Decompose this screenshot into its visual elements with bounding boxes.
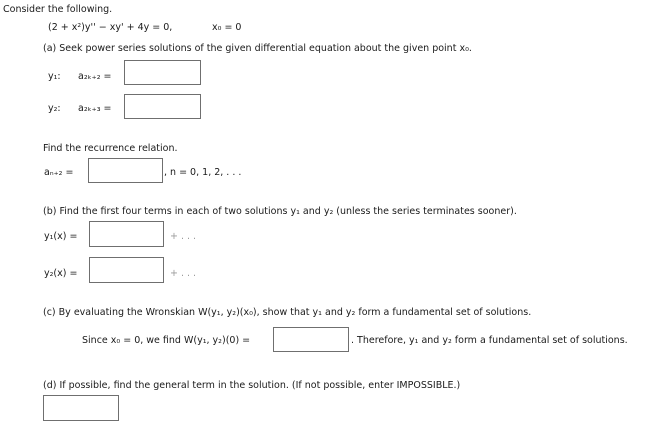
part-d-instructions: (d) If possible, find the general term in the solution. (If not possible, enter IMPOSSIBLE.)	[43, 380, 461, 391]
problem-intro: Consider the following.	[3, 4, 113, 15]
y1-coefficient-input[interactable]	[124, 60, 201, 85]
y2-label: y₂:	[48, 103, 61, 114]
part-b-instructions: (b) Find the first four terms in each of two solutions y₁ and y₂ (unless the series terminates sooner).	[43, 206, 517, 217]
part-c-instructions: (c) By evaluating the Wronskian W(y₁, y₂)(x₀), show that y₁ and y₂ form a fundamental set of solutions.	[43, 307, 532, 318]
y1x-continuation: + . . .	[170, 231, 197, 242]
y2x-label: y₂(x) =	[44, 268, 78, 279]
given-point: x₀ = 0	[212, 22, 242, 33]
differential-equation: (2 + x²)y'' − xy' + 4y = 0,	[48, 22, 173, 33]
wronskian-conclusion-text: . Therefore, y₁ and y₂ form a fundamental set of solutions.	[351, 335, 628, 346]
y1x-series-input[interactable]	[89, 221, 164, 247]
recurrence-lhs-label: aₙ₊₂ =	[44, 167, 74, 178]
y1-coefficient-label: a₂ₖ₊₂ =	[78, 71, 112, 82]
recurrence-prompt: Find the recurrence relation.	[43, 143, 178, 154]
wronskian-value-input[interactable]	[273, 327, 349, 352]
y2x-series-input[interactable]	[89, 257, 164, 283]
y2-coefficient-input[interactable]	[124, 94, 201, 119]
recurrence-index-range: , n = 0, 1, 2, . . .	[164, 167, 242, 178]
y1-label: y₁:	[48, 71, 61, 82]
y2-coefficient-label: a₂ₖ₊₃ =	[78, 103, 112, 114]
y2x-continuation: + . . .	[170, 268, 197, 279]
wronskian-since-text: Since x₀ = 0, we find W(y₁, y₂)(0) =	[82, 335, 251, 346]
y1x-label: y₁(x) =	[44, 231, 78, 242]
part-a-instructions: (a) Seek power series solutions of the given differential equation about the given point x₀.	[43, 43, 472, 54]
recurrence-relation-input[interactable]	[88, 158, 163, 183]
general-term-input[interactable]	[43, 395, 119, 421]
